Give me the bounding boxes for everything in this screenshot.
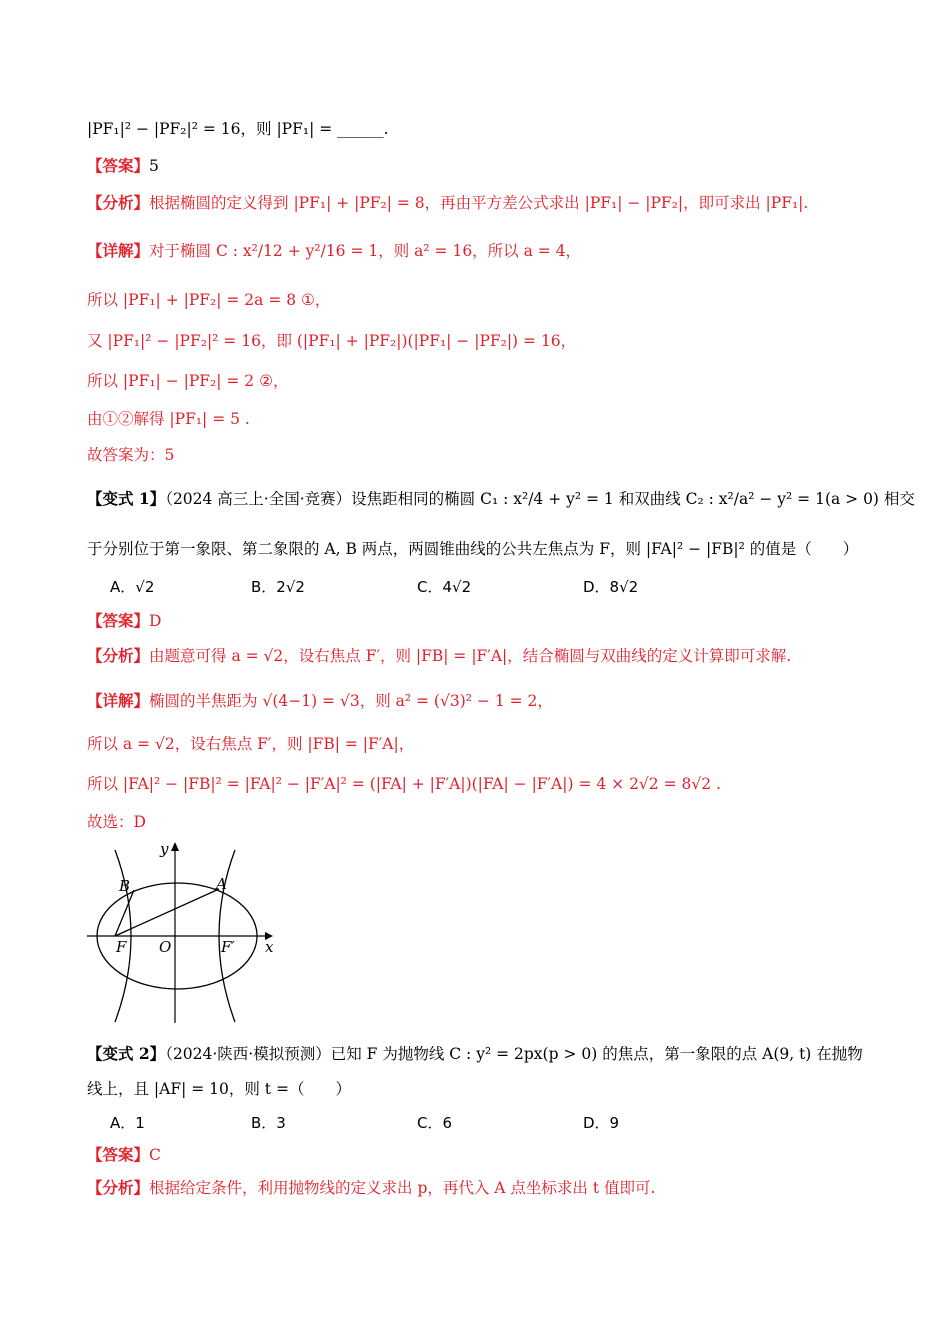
variant-1-tag: 【变式 1】 (87, 489, 166, 508)
variant-1-analysis (87, 645, 791, 667)
detail-tag: 【详解】 (87, 241, 150, 260)
ellipse-hyperbola-figure (85, 838, 285, 1028)
variant-1-answer (87, 610, 161, 632)
label-b: B (119, 877, 131, 895)
variant-2-analysis (87, 1177, 655, 1199)
variant-1-detail-2: 所以 a = √2，设右焦点 F′，则 |FB| = |F′A|， (87, 735, 415, 753)
label-f: F (116, 938, 127, 956)
label-a: A (216, 875, 227, 893)
variant-2-answer (87, 1144, 161, 1166)
variant-2-option-c: C．6 (417, 1114, 453, 1132)
conclusion-1: 故答案为：5 (87, 446, 175, 464)
answer-value: C (149, 1146, 161, 1164)
detail-line-5: 所以 |PF₁| + |PF₂| = 2a = 8 ①， (87, 291, 331, 309)
detail-text: 椭圆的半焦距为 √(4−1) = √3，则 a² = (√3)² − 1 = 2， (149, 692, 553, 710)
variant-2-option-b: B．3 (251, 1114, 286, 1132)
variant-1-stem (87, 488, 915, 510)
variant-2-option-d: D．9 (583, 1114, 620, 1132)
analysis-1 (87, 192, 808, 214)
detail-line-7: 所以 |PF₁| − |PF₂| = 2 ②， (87, 372, 289, 390)
analysis-text: 根据给定条件，利用抛物线的定义求出 p，再代入 A 点坐标求出 t 值即可. (149, 1179, 656, 1197)
analysis-text: 根据椭圆的定义得到 |PF₁| + |PF₂| = 8，再由平方差公式求出 |PF₁| − |PF₂|，即可求出 |PF₁|. (149, 194, 809, 212)
variant-1-option-b: B．2√2 (251, 578, 305, 596)
label-y: y (160, 840, 169, 858)
detail-text: 对于椭圆 C : x²/12 + y²/16 = 1，则 a² = 16，所以 a = 4， (149, 242, 582, 260)
label-o: O (159, 938, 172, 956)
variant-1-detail (87, 690, 553, 712)
variant-1-option-a: A．√2 (110, 578, 155, 596)
variant-2-stem-2: 线上，且 |AF| = 10，则 t =（ ） (87, 1080, 351, 1098)
label-f-prime: F′ (221, 938, 235, 956)
answer-tag: 【答案】 (87, 1145, 150, 1164)
detail-line-8: 由①②解得 |PF₁| = 5 . (87, 410, 250, 428)
answer-value: 5 (149, 157, 159, 175)
y-axis-arrow (171, 842, 179, 851)
answer-1 (87, 155, 159, 177)
variant-2-text: （2024·陕西·模拟预测）已知 F 为抛物线 C : y² = 2px(p > 0) 的焦点，第一象限的点 A(9, t) 在抛物 (165, 1045, 863, 1063)
variant-2-stem (87, 1043, 863, 1065)
variant-2-tag: 【变式 2】 (87, 1044, 166, 1063)
answer-tag: 【答案】 (87, 156, 150, 175)
label-x: x (265, 938, 274, 956)
variant-1-conclusion: 故选：D (87, 813, 146, 831)
variant-1-option-c: C．4√2 (417, 578, 472, 596)
analysis-tag: 【分析】 (87, 646, 150, 665)
segment-fa (115, 889, 219, 936)
answer-value: D (149, 612, 162, 630)
detail-line-6: 又 |PF₁|² − |PF₂|² = 16，即 (|PF₁| + |PF₂|)(|PF₁| − |PF₂|) = 16， (87, 332, 577, 350)
analysis-text: 由题意可得 a = √2，设右焦点 F′，则 |FB| = |F′A|，结合椭圆与双曲线的定义计算即可求解. (149, 647, 792, 665)
variant-1-detail-3: 所以 |FA|² − |FB|² = |FA|² − |F′A|² = (|FA| + |F′A|)(|FA| − |F′A|) = 4 × 2√2 = 8√2 . (87, 775, 721, 793)
detail-1 (87, 240, 581, 262)
analysis-tag: 【分析】 (87, 193, 150, 212)
variant-1-stem-2: 于分别位于第一象限、第二象限的 A, B 两点，两圆锥曲线的公共左焦点为 F，则 |FA|² − |FB|² 的值是（ ） (87, 540, 859, 558)
line-1: |PF₁|² − |PF₂|² = 16，则 |PF₁| = ______. (87, 120, 389, 138)
variant-2-option-a: A．1 (110, 1114, 145, 1132)
answer-tag: 【答案】 (87, 611, 150, 630)
analysis-tag: 【分析】 (87, 1178, 150, 1197)
variant-1-option-d: D．8√2 (583, 578, 639, 596)
detail-tag: 【详解】 (87, 691, 150, 710)
variant-1-text: （2024 高三上·全国·竞赛）设焦距相同的椭圆 C₁ : x²/4 + y² = 1 和双曲线 C₂ : x²/a² − y² = 1(a > 0) 相交 (165, 490, 915, 508)
